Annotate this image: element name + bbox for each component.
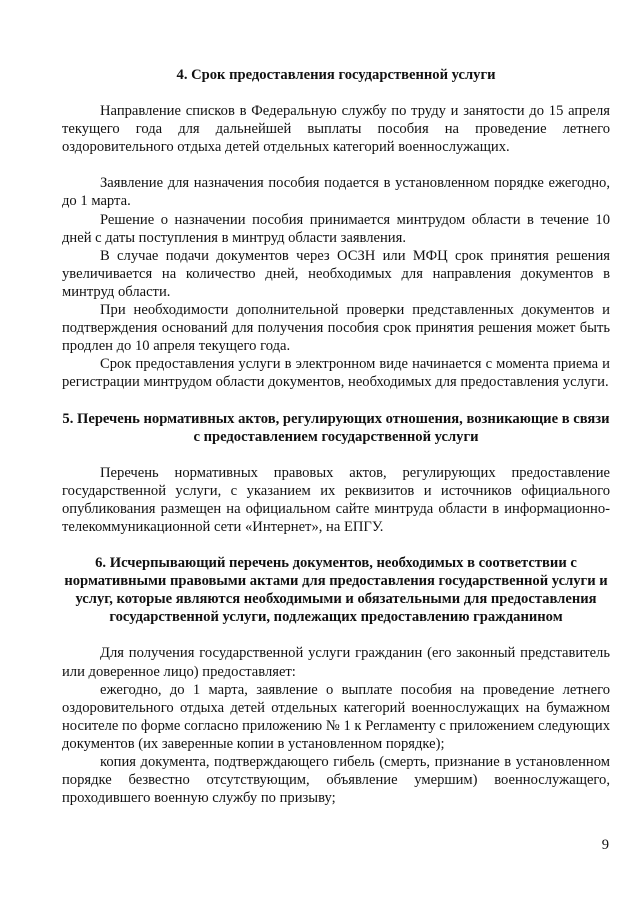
section-4-paragraph: Срок предоставления услуги в электронном виде начинается с момента приема и регистрации минтрудом области документов, необходимых для предоставления услуги.: [62, 356, 610, 391]
section-6-paragraph: ежегодно, до 1 марта, заявление о выплате пособия на проведение летнего оздоровительного отдыха детей отдельных категорий военнослужащих на бумажном носителе по форме согласно приложению № 1 к Регламенту с приложением следующих документов (их заверенные копии в установленном порядке);: [62, 681, 610, 752]
section-5-heading: 5. Перечень нормативных актов, регулирующих отношения, возникающие в связи с предоставлением государственной услуги: [62, 410, 610, 445]
section-5-paragraph: Перечень нормативных правовых актов, регулирующих предоставление государственной услуги, с указанием их реквизитов и источников официального опубликования размещен на официальном сайте минтруда области в информационно-телекоммуникационной сети «Интернет», на ЕПГУ.: [62, 464, 610, 535]
page-number: 9: [601, 837, 609, 853]
section-4-heading: 4. Срок предоставления государственной услуги: [176, 67, 496, 83]
section-6-heading: 6. Исчерпывающий перечень документов, необходимых в соответствии с нормативными правовыми актами для предоставления государственной услуги и услуг, которые являются необходимыми и обязательными для предоставления государственной услуги, подлежащих предоставлению гражданином: [64, 555, 608, 626]
document-body: [62, 52, 610, 807]
section-4-paragraph: При необходимости дополнительной проверки представленных документов и подтверждения оснований для получения пособия срок принятия решения может быть продлен до 10 апреля текущего года.: [62, 302, 610, 355]
section-4-paragraph: В случае подачи документов через ОСЗН или МФЦ срок принятия решения увеличивается на количество дней, необходимых для направления документов в минтруд области.: [62, 247, 610, 300]
section-4-paragraph: Решение о назначении пособия принимается минтрудом области в течение 10 дней с даты поступления в минтруд области заявления.: [62, 211, 610, 246]
section-6-paragraph: копия документа, подтверждающего гибель (смерть, признание в установленном порядке безвестно отсутствующим, объявление умершим) военнослужащего, проходившего военную службу по призыву;: [62, 754, 610, 807]
section-4-paragraph: Заявление для назначения пособия подается в установленном порядке ежегодно, до 1 марта.: [62, 175, 610, 210]
section-4-paragraph: Направление списков в Федеральную службу по труду и занятости до 15 апреля текущего года для дальнейшей выплаты пособия на проведение летнего оздоровительного отдыха детей отдельных категорий военнослужащих.: [62, 103, 610, 156]
section-6-paragraph: Для получения государственной услуги гражданин (его законный представитель или доверенное лицо) предоставляет:: [62, 645, 610, 680]
